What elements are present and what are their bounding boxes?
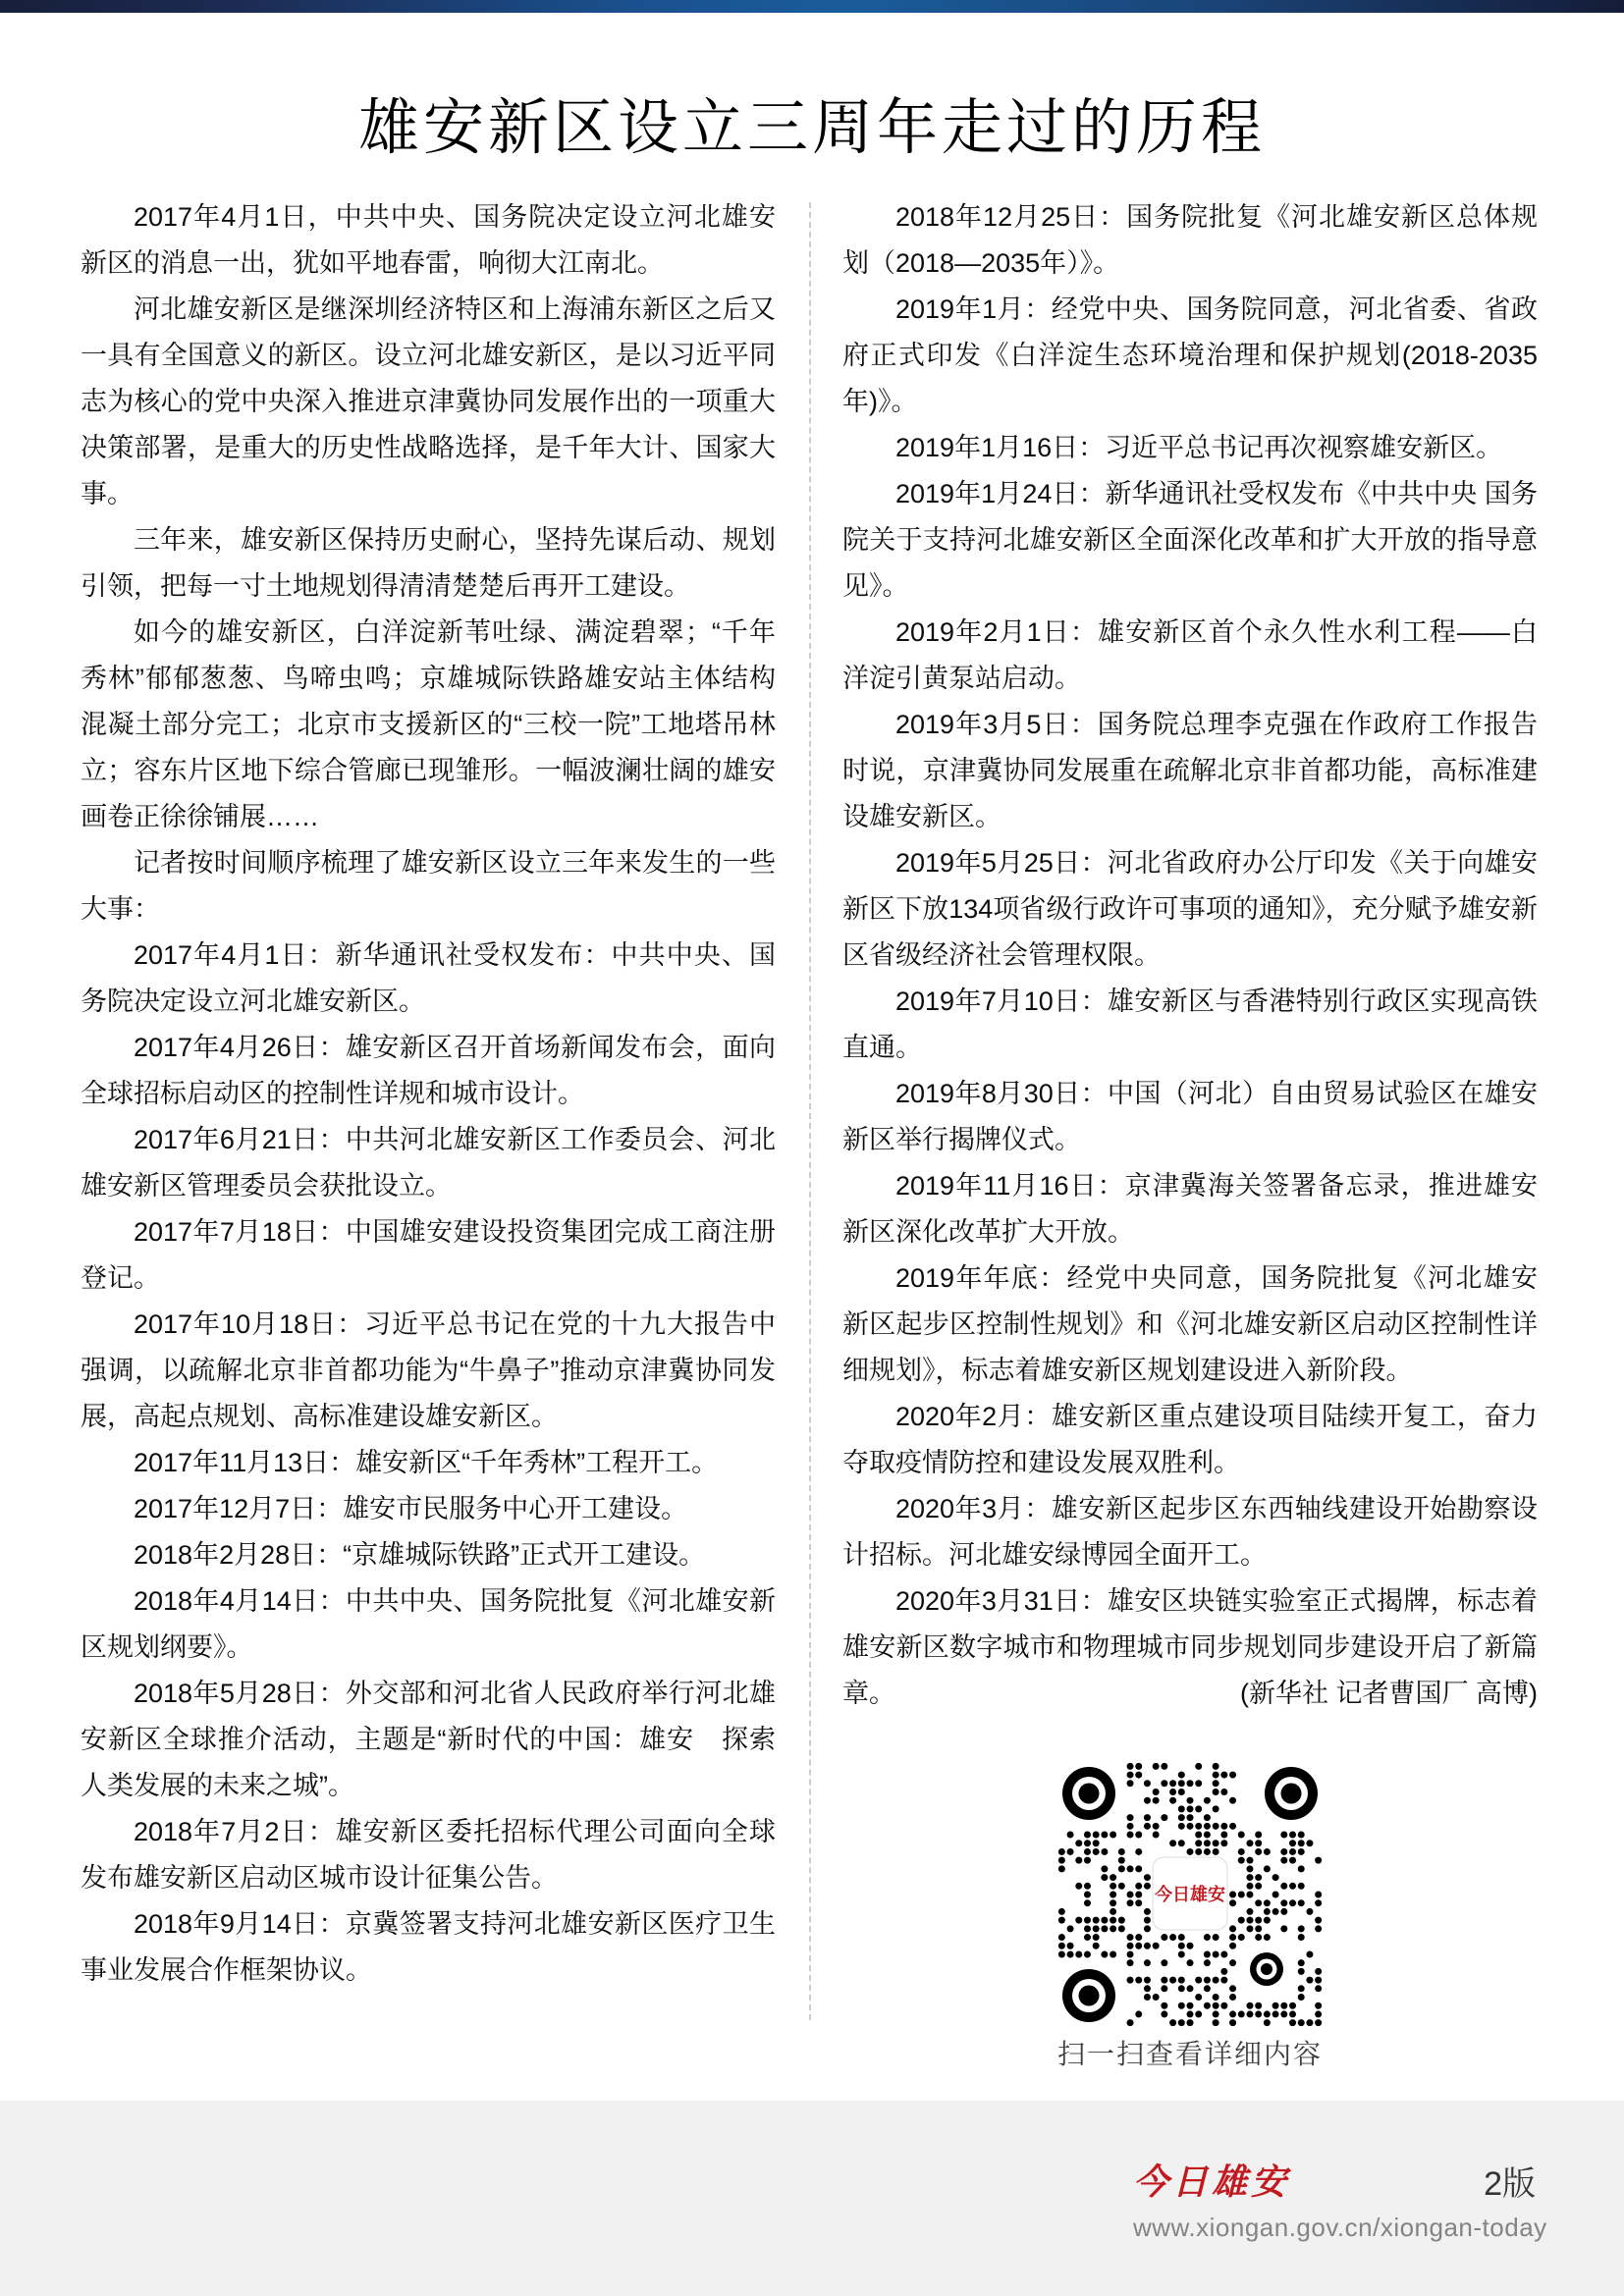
paragraph: 2020年3月：雄安新区起步区东西轴线建设开始勘察设计招标。河北雄安绿博园全面开工。: [842, 1494, 1538, 1570]
qr-code[interactable]: [1057, 1762, 1323, 2027]
paragraph: 2017年4月26日：雄安新区召开首场新闻发布会，面向全球招标启动区的控制性详规和城市设计。: [81, 1033, 776, 1108]
footer-content: [1133, 2155, 1547, 2243]
paragraph: 2020年3月31日：雄安区块链实验室正式揭牌，标志着雄安新区数字城市和物理城市同步规划同步建设开启了新篇章。 (新华社 记者曹国厂 高博): [842, 1578, 1538, 1717]
paragraph: 2017年6月21日：中共河北雄安新区工作委员会、河北雄安新区管理委员会获批设立。: [81, 1125, 776, 1201]
paragraph: 三年来，雄安新区保持历史耐心，坚持先谋后动、规划引领，把每一寸土地规划得清清楚楚后再开工建设。: [81, 525, 776, 601]
paragraph: 2019年2月1日：雄安新区首个永久性水利工程——白洋淀引黄泵站启动。: [842, 617, 1538, 693]
footer-url[interactable]: www.xiongan.gov.cn/xiongan-today: [1133, 2213, 1547, 2242]
paragraph: 2019年8月30日：中国（河北）自由贸易试验区在雄安新区举行揭牌仪式。: [842, 1079, 1538, 1154]
paragraph: 2019年7月10日：雄安新区与香港特别行政区实现高铁直通。: [842, 987, 1538, 1062]
qr-code-block: [1057, 1762, 1323, 2070]
byline: (新华社 记者曹国厂 高博): [1240, 1679, 1538, 1708]
right-column: [842, 194, 1538, 2070]
paragraph: 2017年11月13日：雄安新区“千年秀林”工程开工。: [134, 1448, 719, 1477]
paragraph: 2018年4月14日：中共中央、国务院批复《河北雄安新区规划纲要》。: [81, 1586, 776, 1662]
top-gradient-bar: [0, 0, 1624, 13]
page-title: 雄安新区设立三周年走过的历程: [357, 95, 1266, 162]
paragraph: 2017年4月1日，中共中央、国务院决定设立河北雄安新区的消息一出，犹如平地春雷，响彻大江南北。: [81, 202, 776, 278]
paragraph: 2020年2月：雄安新区重点建设项目陆续开复工，奋力夺取疫情防控和建设发展双胜利。: [842, 1402, 1538, 1477]
paragraph: 记者按时间顺序梳理了雄安新区设立三年来发生的一些大事：: [81, 848, 776, 924]
qr-caption: 扫一扫查看详细内容: [1057, 2039, 1324, 2069]
paragraph: 2017年7月18日：中国雄安建设投资集团完成工商注册登记。: [81, 1217, 776, 1293]
paragraph: 2017年10月18日：习近平总书记在党的十九大报告中强调，以疏解北京非首都功能为“牛鼻子”推动京津冀协同发展，高起点规划、高标准建设雄安新区。: [81, 1309, 776, 1431]
paragraph: 2019年1月24日：新华通讯社受权发布《中共中央 国务院关于支持河北雄安新区全面深化改革和扩大开放的指导意见》。: [842, 479, 1538, 601]
paragraph: 2019年3月5日：国务院总理李克强在作政府工作报告时说，京津冀协同发展重在疏解北京非首都功能，高标准建设雄安新区。: [842, 710, 1538, 831]
paragraph: 如今的雄安新区，白洋淀新苇吐绿、满淀碧翠；“千年秀林”郁郁葱葱、鸟啼虫鸣；京雄城际铁路雄安站主体结构混凝土部分完工；北京市支援新区的“三校一院”工地塔吊林立；容东片区地下综合管廊已现雏形。一幅波澜壮阔的雄安画卷正徐徐铺展……: [81, 617, 776, 831]
paragraph: 2019年1月：经党中央、国务院同意，河北省委、省政府正式印发《白洋淀生态环境治理和保护规划(2018-2035年)》。: [842, 294, 1538, 416]
footer-band: [0, 2101, 1624, 2296]
paragraph: 2018年7月2日：雄安新区委托招标代理公司面向全球发布雄安新区启动区城市设计征集公告。: [81, 1817, 776, 1893]
paragraph: 2019年1月16日：习近平总书记再次视察雄安新区。: [895, 433, 1503, 462]
footer-logo: 今日雄安: [1133, 2163, 1291, 2202]
paragraph: 2018年9月14日：京冀签署支持河北雄安新区医疗卫生事业发展合作框架协议。: [81, 1909, 776, 1985]
right-column-paragraphs: [842, 194, 1538, 1717]
paragraph: 2018年2月28日：“京雄城际铁路”正式开工建设。: [134, 1540, 706, 1570]
left-column: [81, 194, 776, 1994]
page-number: 2版: [1484, 2165, 1536, 2203]
paragraph: 2018年5月28日：外交部和河北省人民政府举行河北雄安新区全球推介活动，主题是“新时代的中国：雄安 探索人类发展的未来之城”。: [81, 1679, 776, 1800]
column-divider: [809, 202, 811, 2020]
paragraph: 2019年年底：经党中央同意，国务院批复《河北雄安新区起步区控制性规划》和《河北雄安新区启动区控制性详细规划》，标志着雄安新区规划建设进入新阶段。: [842, 1263, 1538, 1385]
paragraph: 2017年4月1日：新华通讯社受权发布：中共中央、国务院决定设立河北雄安新区。: [81, 940, 776, 1016]
paragraph: 2019年11月16日：京津冀海关签署备忘录，推进雄安新区深化改革扩大开放。: [842, 1171, 1538, 1247]
paragraph: 2019年5月25日：河北省政府办公厅印发《关于向雄安新区下放134项省级行政许可事项的通知》，充分赋予雄安新区省级经济社会管理权限。: [842, 848, 1538, 970]
paragraph: 2017年12月7日：雄安市民服务中心开工建设。: [134, 1494, 688, 1523]
paragraph: 2018年12月25日：国务院批复《河北雄安新区总体规划（2018—2035年）》。: [842, 202, 1538, 278]
paragraph: 河北雄安新区是继深圳经济特区和上海浦东新区之后又一具有全国意义的新区。设立河北雄安新区，是以习近平同志为核心的党中央深入推进京津冀协同发展作出的一项重大决策部署，是重大的历史性战略选择，是千年大计、国家大事。: [81, 294, 776, 508]
qr-center-label: 今日雄安: [1155, 1885, 1225, 1904]
